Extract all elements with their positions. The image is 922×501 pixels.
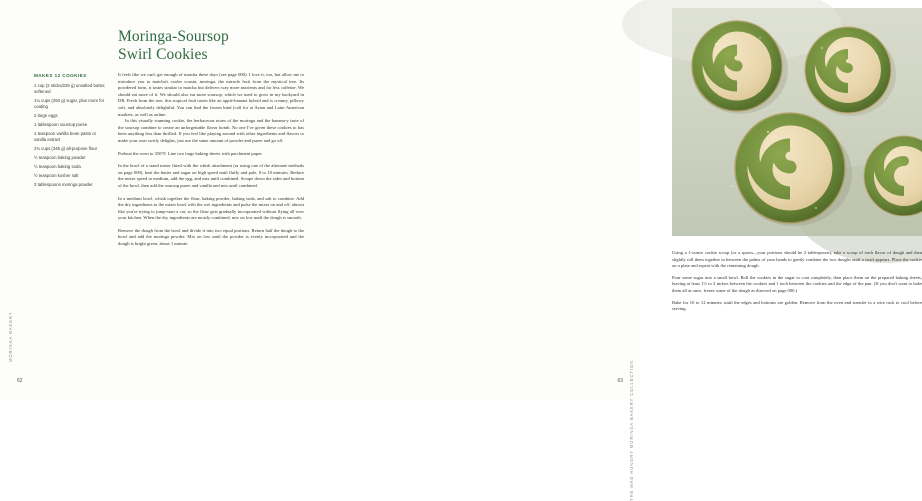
list-item: 1¼ cups (250 g) sugar, plus more for coating xyxy=(34,98,105,110)
left-page xyxy=(0,0,320,400)
recipe-photo xyxy=(672,8,922,236)
list-item: 3 tablespoons moringa powder xyxy=(34,181,93,187)
chapter-tab-left: MORINGA BAKERY xyxy=(8,311,13,362)
recipe-title-line-2: Swirl Cookies xyxy=(118,46,208,63)
body-paragraph: In a medium bowl, whisk together the flour, baking powder, baking soda, and salt to combine. Add the dry ingredients to the mixer bowl with the wet ingredients and pulse the mixer on and off, almost like you're trying to jump-start a car, so the flour gets gradually incorporated without flying all over your kitchen. When the dry ingredients are mostly combined, mix on low until the dough is smooth. xyxy=(118,195,304,221)
list-item: 1 teaspoon vanilla bean paste or vanilla extract xyxy=(34,131,97,143)
list-item: ½ teaspoon baking powder xyxy=(34,155,86,161)
recipe-continued-text xyxy=(672,250,922,313)
page-number-left: 62 xyxy=(17,378,23,384)
body-paragraph: Pour some sugar into a small bowl. Roll the cookies in the sugar to coat completely, then place them on the prepared baking sheets, leaving at least 1½ to 2 inches between the cookies and 1 inch between the cookies and the edge of the pan. (If you don't want to bake them all at once, freeze some of the dough as directed on page 000.) xyxy=(672,274,922,293)
recipe-body-text xyxy=(118,72,304,248)
list-item: ½ teaspoon baking soda xyxy=(34,164,81,170)
body-paragraph: In this visually stunning cookie, the herbaceous notes of the moringa and the banana-y taste of the soursop combine to create an unforgettable flavor bomb. No one I've given these cookies to has been anything less than thrilled. If you feel like playing around with other ingredients and flavors to make your own swirly delights, just use the same amount of powder and puree and go off. xyxy=(118,118,304,143)
right-page xyxy=(320,0,922,501)
body-paragraph: In the bowl of a stand mixer fitted with the whisk attachment (or using one of the alternate methods on page 000), beat the butter and sugar on high speed until fluffy and pale, 8 to 10 minutes. Reduce the mixer speed to medium, add the egg, and mix until combined. Scrape down the sides and bottom of the bowl, then add the soursop puree and vanilla and mix until combined. xyxy=(118,163,304,188)
list-item: 2¾ cups (345 g) all-purpose flour xyxy=(34,146,98,152)
ingredients-list xyxy=(34,83,108,188)
ingredients-panel xyxy=(34,73,108,191)
yield-label: MAKES 12 COOKIES xyxy=(34,73,87,78)
page-number-right: 63 xyxy=(617,378,623,384)
chapter-tab-right: THE MAD HUNGRY MORINGA BAKERY COLLECTION xyxy=(629,360,634,501)
body-paragraph: Bake for 10 to 12 minutes, until the edges and bottoms are golden. Remove from the oven and transfer to a wire rack to cool before serving. xyxy=(672,299,922,312)
list-item: 1 tablespoon soursop puree xyxy=(34,122,88,128)
cookies-photo-illustration xyxy=(672,8,922,236)
body-paragraph: Using a 1-ounce cookie scoop (or a spoon—your portions should be 2 tablespoons), take a scoop of each flavor of dough and then slightly roll them together in between the palms of your hands to gently combine the two doughs until a swirl appears. Place the cookie on a plate and repeat with the remaining dough. xyxy=(672,250,922,269)
body-paragraph: Preheat the oven to 350°F. Line two large baking sheets with parchment paper. xyxy=(118,150,263,156)
list-item: 2 large eggs xyxy=(34,113,58,119)
list-item: ½ teaspoon kosher salt xyxy=(34,173,79,179)
page-title xyxy=(118,28,303,64)
list-item: 1 cup (2 sticks/226 g) unsalted butter, softened xyxy=(34,83,106,95)
body-paragraph: Remove the dough from the bowl and divide it into two equal portions. Return half the dough to the bowl and add the moringa powder. Mix on low until the powder is evenly incorporated and the dough is bright green, about 1 minute. xyxy=(118,227,304,247)
recipe-title-line-1: Moringa-Soursop xyxy=(118,28,229,45)
body-paragraph: It feels like we can't get enough of matcha these days (see page 000). I love it, too, but allow me to introduce you to matcha's cooler cousin, moringa, the miracle fruit from the mystical tree. Its powdered form, it tastes similar to matcha but delivers way more nutrients and far less caffeine. We should eat more of it. We should also eat more soursop, which we used to grow in my backyard in DR. Fresh from the tree, this tropical fruit tastes like an apple-banana hybrid and is creamy, pillowy soft, and absolutely delightful. You can find the frozen kind (call for at Asian and Latin American markets, as well as online. xyxy=(118,72,304,117)
